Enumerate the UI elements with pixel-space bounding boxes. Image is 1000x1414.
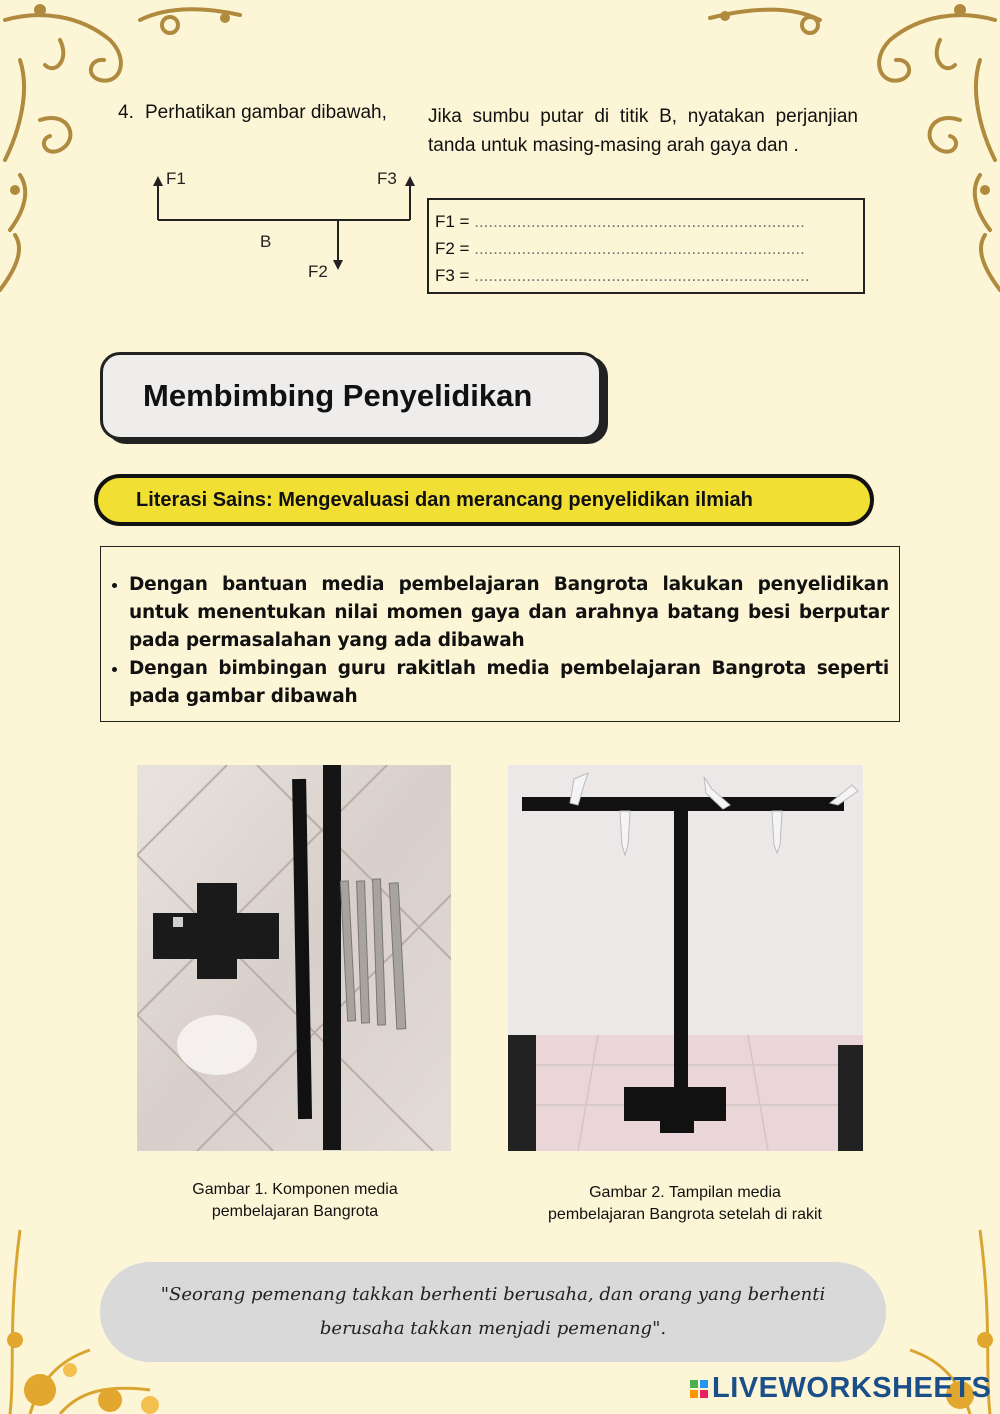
figure-2-caption-line2: pembelajaran Bangrota setelah di rakit [548,1206,822,1223]
instruction-item: • Dengan bantuan media pembelajaran Bangrota lakukan penyelidikan untuk menentukan nilai momen gaya dan arahnya batang besi berputar pada permasalahan yang ada dibawah [129,571,889,655]
answer-label-f1: F1 = [435,212,470,231]
f3-arrow-up [405,176,415,186]
answer-input-f2[interactable] [474,239,844,259]
question-intro: Perhatikan gambar dibawah, [145,102,387,123]
answer-label-f2: F2 = [435,239,470,258]
pivot-b-label: B [260,232,272,251]
liveworksheets-logo [690,1372,991,1405]
answer-box [427,198,865,294]
f3-label: F3 [377,169,397,188]
answer-input-f1[interactable] [474,212,844,232]
figure-1-caption-line1: Gambar 1. Komponen media [192,1181,398,1198]
figure-2-caption-line1: Gambar 2. Tampilan media [589,1184,781,1201]
answer-input-f3[interactable] [474,266,844,286]
motivational-quote: "Seorang pemenang takkan berhenti berusaha, dan orang yang berhenti berusaha takkan menjadi pemenang". [100,1262,886,1362]
figure-2-caption [515,1182,855,1226]
liveworksheets-icon [690,1380,708,1398]
answer-row-f2 [435,235,857,262]
figure-1-caption-line2: pembelajaran Bangrota [211,1203,379,1220]
liveworksheets-text: LIVEWORKSHEETS [712,1372,992,1404]
figure-1-caption [150,1179,440,1223]
answer-label-f3: F3 = [435,266,470,285]
question-text: Jika sumbu putar di titik B, nyatakan perjanjian tanda untuk masing-masing arah gaya dan . [428,106,858,156]
instructions-list [111,571,889,711]
figure-2-photo [508,765,863,1151]
f1-label: F1 [166,169,186,188]
instruction-item: • Dengan bimbingan guru rakitlah media pembelajaran Bangrota seperti pada gambar dibawah [129,655,889,711]
instructions-box [100,546,900,722]
section-title: Membimbing Penyelidikan [100,352,602,440]
literasi-banner: Literasi Sains: Mengevaluasi dan merancang penyelidikan ilmiah [94,474,874,526]
figure-1-photo [137,765,451,1151]
force-diagram [140,160,430,290]
question-number: 4. [118,102,134,123]
f2-label: F2 [308,262,328,281]
f1-arrow-up [153,176,163,186]
f2-arrow-down [333,260,343,270]
answer-row-f1 [435,208,857,235]
answer-row-f3 [435,262,857,289]
